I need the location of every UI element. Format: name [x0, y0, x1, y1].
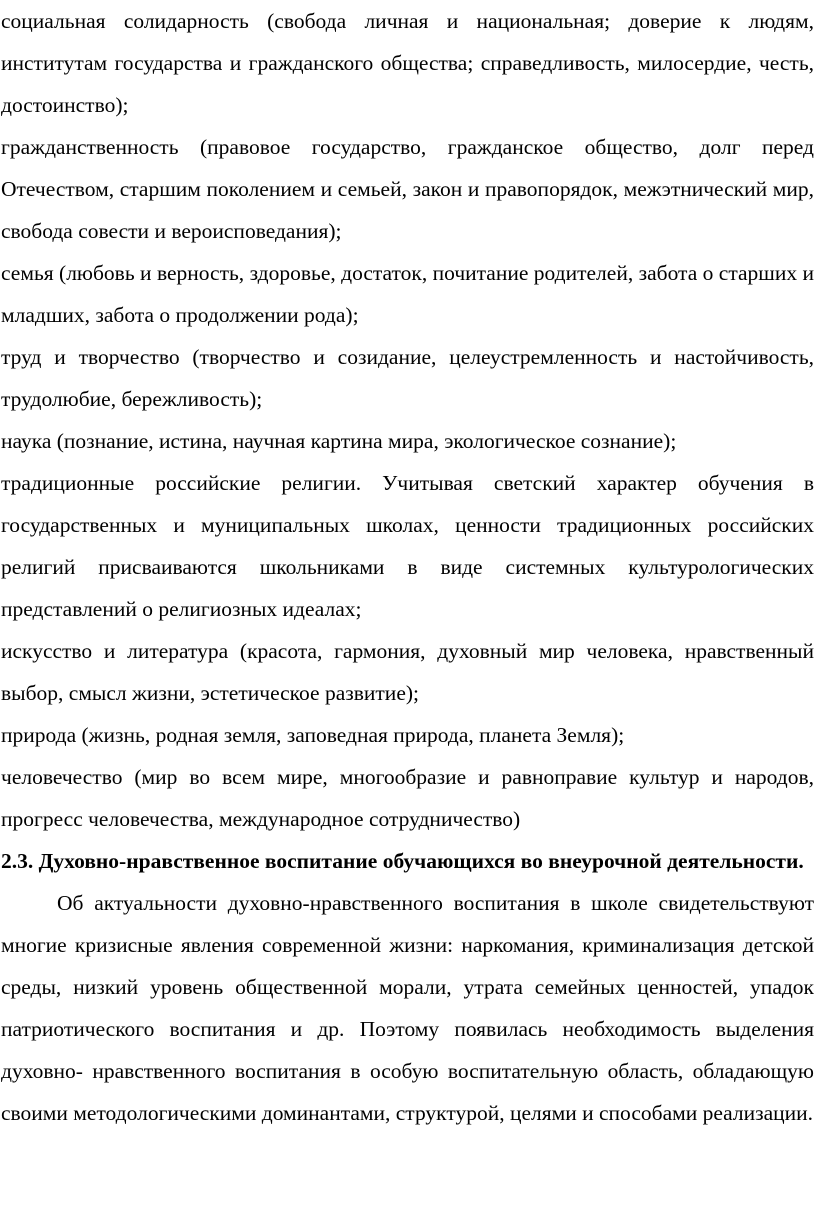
value-item-science: наука (познание, истина, научная картина мира, экологическое сознание);	[1, 429, 677, 453]
section-heading: 2.3. Духовно-нравственное воспитание обучающихся во внеурочной деятельности.	[1, 849, 804, 873]
value-item-nature: природа (жизнь, родная земля, заповедная природа, планета Земля);	[1, 723, 625, 747]
value-item-art-literature: искусство и литература (красота, гармония, духовный мир человека, нравственный выбор, смысл жизни, эстетическое развитие);	[1, 639, 814, 705]
value-item-family: семья (любовь и верность, здоровье, достаток, почитание родителей, забота о старших и младших, забота о продолжении рода);	[1, 261, 814, 327]
value-item-religions: традиционные российские религии. Учитывая светский характер обучения в государственных и муниципальных школах, ценности традиционных российских религий присваиваются школьниками в виде системных культурологических представлений о религиозных идеалах;	[1, 471, 814, 621]
value-item-labor-creativity: труд и творчество (творчество и созидание, целеустремленность и настойчивость, трудолюбие, бережливость);	[1, 345, 814, 411]
value-item-social-solidarity: социальная солидарность (свобода личная и национальная; доверие к людям, институтам государства и гражданского общества; справедливость, милосердие, честь, достоинство);	[1, 9, 814, 117]
value-item-citizenship: гражданственность (правовое государство, гражданское общество, долг перед Отечеством, старшим поколением и семьей, закон и правопорядок, межэтнический мир, свобода совести и вероисповедания);	[1, 135, 814, 243]
section-paragraph: Об актуальности духовно-нравственного воспитания в школе свидетельствуют многие кризисные явления современной жизни: наркомания, криминализация детской среды, низкий уровень общественной морали, утрата семейных ценностей, упадок патриотического воспитания и др. Поэтому появилась необходимость выделения духовно- нравственного воспитания в особую воспитательную область, обладающую своими методологическими доминантами, структурой, целями и способами реализации.	[1, 891, 814, 1125]
value-item-humanity: человечество (мир во всем мире, многообразие и равноправие культур и народов, прогресс человечества, международное сотрудничество)	[1, 765, 814, 831]
